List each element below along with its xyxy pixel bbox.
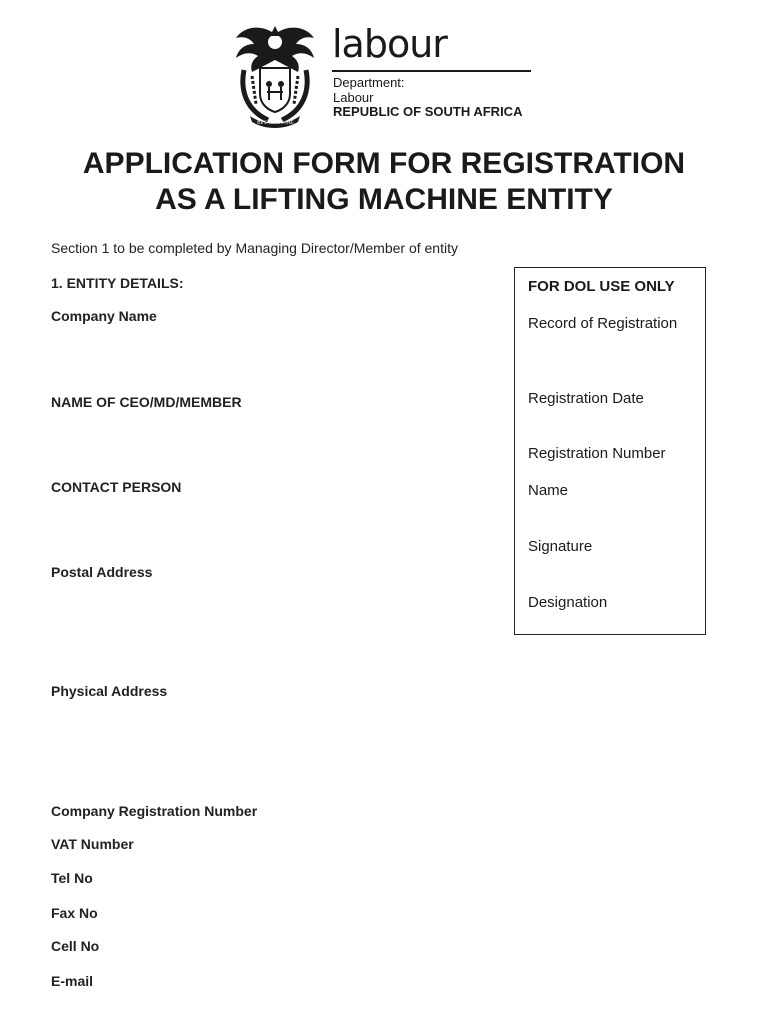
postal-address-label: Postal Address <box>51 564 153 580</box>
crest-motto: !KE E: /XARRA //KE <box>256 120 294 125</box>
dol-name-label: Name <box>528 482 569 499</box>
record-of-registration-label: Record of Registration <box>528 315 678 332</box>
form-title-line1: APPLICATION FORM FOR REGISTRATION <box>82 147 686 180</box>
form-title-line2: AS A LIFTING MACHINE ENTITY <box>155 183 613 216</box>
company-name-label: Company Name <box>51 308 157 324</box>
fax-no-label: Fax No <box>51 905 98 921</box>
country-name: REPUBLIC OF SOUTH AFRICA <box>333 104 523 119</box>
department-logo-word: labour <box>332 22 447 66</box>
designation-label: Designation <box>528 594 608 611</box>
dol-box-title: FOR DOL USE ONLY <box>528 278 675 295</box>
dol-use-only-box <box>514 267 706 635</box>
ceo-name-label: NAME OF CEO/MD/MEMBER <box>51 394 242 410</box>
signature-label: Signature <box>528 538 593 555</box>
physical-address-label: Physical Address <box>51 683 168 699</box>
entity-details-heading: 1. ENTITY DETAILS: <box>51 275 184 291</box>
department-name: Labour <box>333 90 374 105</box>
cell-no-label: Cell No <box>51 938 100 954</box>
coat-of-arms-logo <box>234 20 316 128</box>
company-registration-number-label: Company Registration Number <box>51 803 258 819</box>
section-instruction: Section 1 to be completed by Managing Director/Member of entity <box>51 240 458 256</box>
email-label: E-mail <box>51 973 94 989</box>
registration-date-label: Registration Date <box>528 390 644 407</box>
contact-person-label: CONTACT PERSON <box>51 479 182 495</box>
tel-no-label: Tel No <box>51 870 93 886</box>
department-label: Department: <box>333 75 405 90</box>
logo-divider <box>332 70 531 72</box>
vat-number-label: VAT Number <box>51 836 134 852</box>
registration-number-label: Registration Number <box>528 445 666 462</box>
